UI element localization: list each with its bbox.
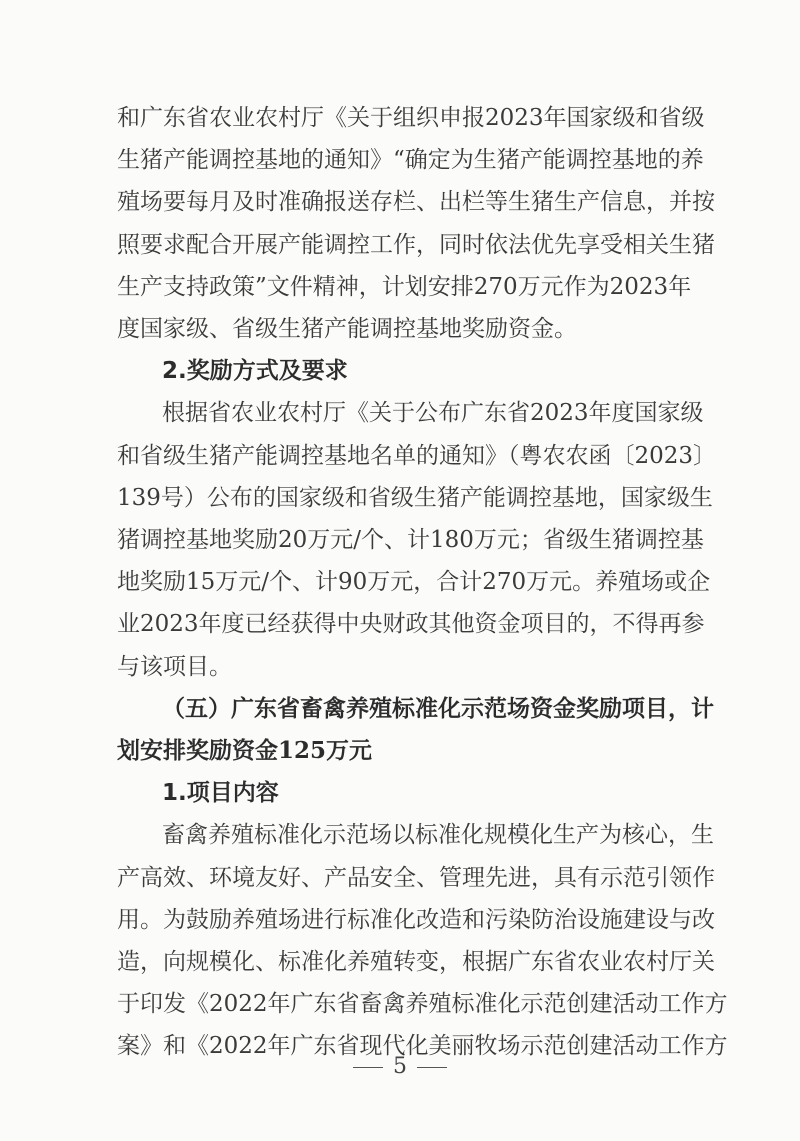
text-line: 案》和《2022年广东省现代化美丽牧场示范创建活动工作方: [117, 1033, 728, 1059]
section-subtitle-line: 划安排奖励资金125万元: [117, 737, 373, 764]
text-line: 生猪产能调控基地的通知》“确定为生猪产能调控基地的养: [117, 147, 704, 173]
text-line: 和省级生猪产能调控基地名单的通知》（粤农农函〔2023〕: [117, 443, 717, 469]
text-line: 用。为鼓励养殖场进行标准化改造和污染防治设施建设与改: [117, 907, 715, 933]
text-line: 于印发《2022年广东省畜禽养殖标准化示范创建活动工作方: [117, 991, 728, 1017]
page-number: 5: [393, 1054, 407, 1079]
text-line: 139号）公布的国家级和省级生猪产能调控基地，国家级生: [117, 485, 713, 511]
footer-dash-left: [353, 1067, 383, 1068]
text-line: 猪调控基地奖励20万元/个、计180万元；省级生猪调控基: [117, 527, 704, 553]
footer-dash-right: [417, 1067, 447, 1068]
text-line: 造，向规模化、标准化养殖转变，根据广东省农业农村厅关: [117, 949, 715, 975]
text-line: 和广东省农业农村厅《关于组织申报2023年国家级和省级: [117, 105, 705, 131]
text-line: 畜禽养殖标准化示范场以标准化规模化生产为核心，生: [162, 822, 714, 848]
section-heading: 1.项目内容: [162, 780, 279, 806]
section-subtitle-line: （五）广东省畜禽养殖标准化示范场资金奖励项目，计: [162, 695, 714, 722]
text-line: 度国家级、省级生猪产能调控基地奖励资金。: [117, 316, 577, 342]
text-line: 业2023年度已经获得中央财政其他资金项目的，不得再参: [117, 611, 705, 637]
text-line: 根据省农业农村厅《关于公布广东省2023年度国家级: [162, 400, 704, 426]
text-line: 产高效、环境友好、产品安全、管理先进，具有示范引领作: [117, 865, 715, 891]
page-footer: [0, 1052, 800, 1082]
text-line: 地奖励15万元/个、计90万元，合计270万元。养殖场或企: [117, 569, 711, 595]
text-line: 与该项目。: [117, 654, 232, 680]
text-line: 照要求配合开展产能调控工作，同时依法优先享受相关生猪: [117, 232, 715, 258]
section-heading: 2.奖励方式及要求: [162, 358, 348, 384]
text-line: 生产支持政策”文件精神，计划安排270万元作为2023年: [117, 274, 692, 300]
text-line: 殖场要每月及时准确报送存栏、出栏等生猪生产信息，并按: [117, 189, 715, 215]
